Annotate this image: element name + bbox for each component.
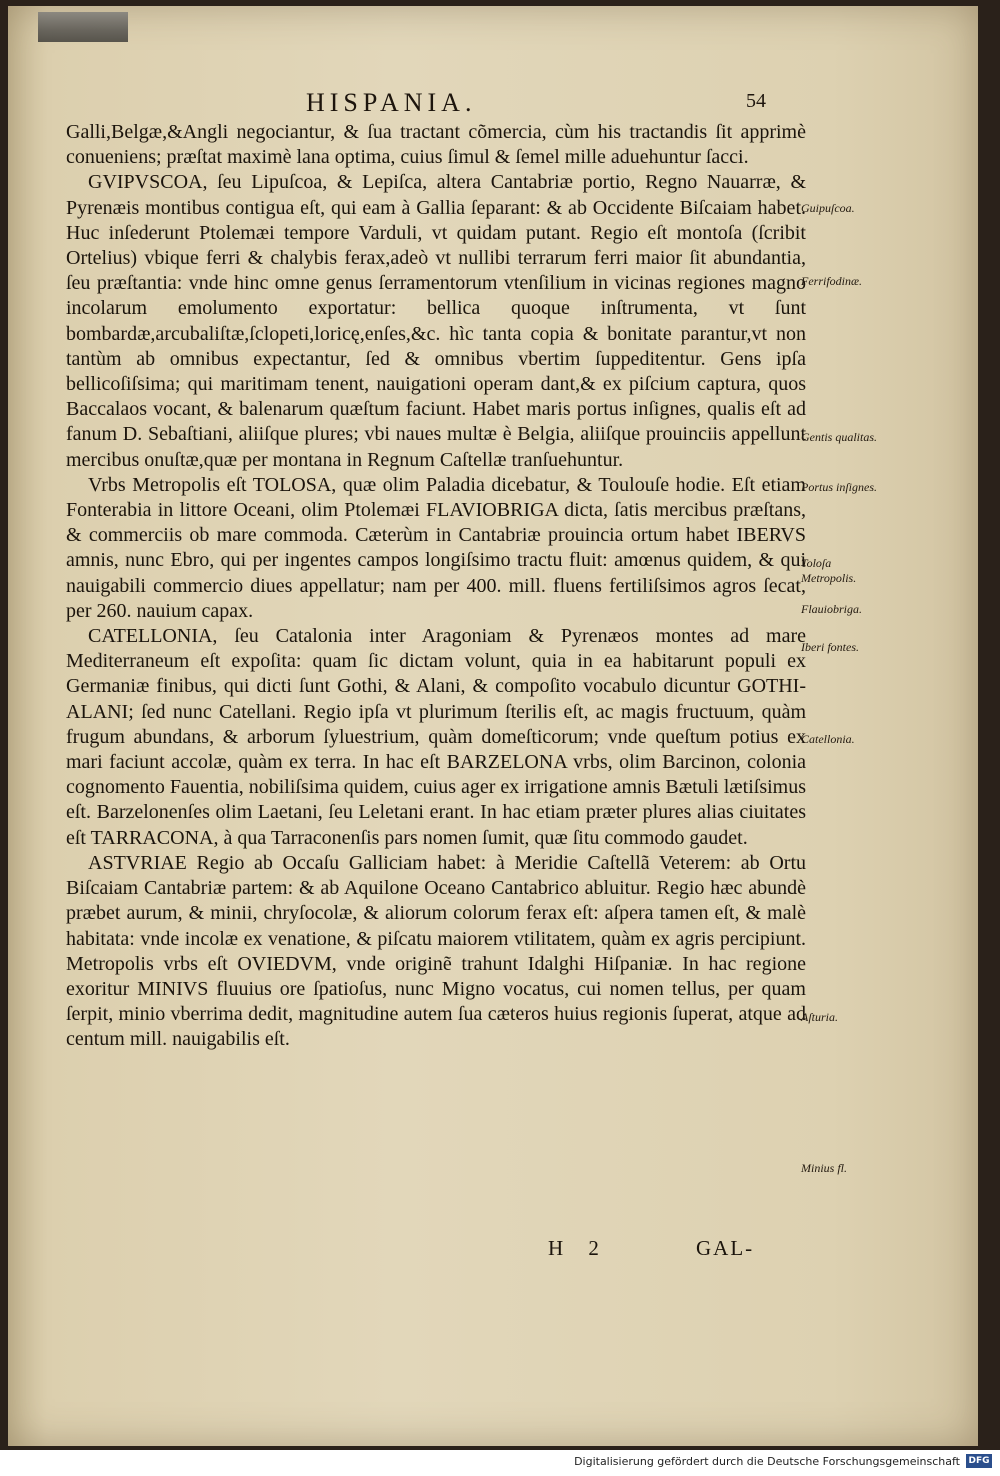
dfg-logo-icon: DFG xyxy=(966,1454,992,1468)
paragraph-tolosa: Vrbs Metropolis eſt TOLOSA, quæ olim Paladia dicebatur, & Toulouſe hodie. Eſt etiam Fonterabia in littore Oceani, olim Ptolemæi FLAVIOBRIGA dicta, ſatis mercibus præſtans, & commerciis ob mare commoda. Cæterùm in Cantabriæ prouincia ortum habet IBERVS amnis, nunc Ebro, qui per ingentes campos longiſsimo tractu fluit: amœnus quidem, & qui nauigabili commercio diues appellatur; nam per 400. mill. fluens fertiliſsimos agros ſecat, per 260. nauium capax. xyxy=(66,473,806,622)
paragraph-galli: Galli,Belgæ,&Angli negociantur, & ſua tractant cõmercia, cùm his tractandis ſit apprimè conueniens; præſtat maximè lana optima, cuius ſimul & ſemel mille aduehuntur ſacci. xyxy=(66,121,806,169)
marginal-note: Flauiobriga. xyxy=(801,602,863,616)
signature-mark: H 2 xyxy=(548,1236,609,1260)
marginal-note: Portus inſignes. xyxy=(801,480,878,494)
marginal-note: Catellonia. xyxy=(801,732,855,746)
catchline xyxy=(8,1236,978,1262)
body-text xyxy=(66,120,806,1053)
marginal-note: Toloſa Metropolis. xyxy=(801,556,857,585)
paragraph-asturiae: ASTVRIAE Regio ab Occaſu Galliciam habet: à Meridie Caſtellã Veterem: ab Ortu Biſcaiam Cantabriæ partem: & ab Aquilone Oceano Cantabrico abluitur. Regio hæc abundè præbet aurum, & minii, chryſocolæ, & aliorum colorum ferax eſt: aſpera tamen eſt, & malè habitata: vnde incolæ ex venatione, & piſcatu maiorem vtilitatem, quàm ex agris percipiunt. Metropolis vrbs eſt OVIEDVM, vnde originẽ trahunt Idalghi Hiſpaniæ. In hac regione exoritur MINIVS fluuius ore ſpatioſus, nunc Migno vocatus, cui nomen tellus, per quam ſerpit, minio vberrima dedit, magnitudine autem ſua cæteros huius regionis ſuperat, atque ad centum mill. nauigabilis eſt. xyxy=(66,851,806,1051)
running-title: HISPANIA. xyxy=(306,88,477,117)
page-header xyxy=(8,88,978,120)
page-number: 54 xyxy=(746,90,766,112)
marginal-note: Guipuſcoa. xyxy=(801,201,855,215)
catchword: GAL- xyxy=(696,1236,755,1260)
tape-mark xyxy=(38,12,128,42)
footer-credit: Digitalisierung gefördert durch die Deutsche Forschungsgemeinschaft xyxy=(574,1455,960,1468)
paragraph-catellonia: CATELLONIA, ſeu Catalonia inter Aragoniam & Pyrenæos montes ad mare Mediterraneum eſt expoſita: quam ſic dictam volunt, quia in ea habitarunt populi ex Germaniæ finibus, qui dicti ſunt Gothi, & Alani, & compoſito vocabulo dicuntur GOTHI-ALANI; ſed nunc Catellani. Regio ipſa vt plurimum ſterilis eſt, ac magis fructuum, quàm frugum abundans, & arborum ſyluestrium, quàm domeſticorum; vnde queſtum potius ex mari faciunt accolæ, quàm ex terra. In hac eſt BARZELONA vrbs, olim Barcinon, colonia cognomento Fauentia, nobiliſsima quidem, cuius ager ex irrigatione amnis Bætuli lætiſsimus eſt. Barzelonenſes olim Laetani, ſeu Leletani erant. In hac etiam præter plures alias ciuitates eſt TARRACONA, à qua Tarraconenſis pars nomen ſumit, quæ ſitu commodo gaudet. xyxy=(66,625,806,849)
marginal-note: Aſturia. xyxy=(801,1010,839,1024)
paragraph-guipuscoa: GVIPVSCOA, ſeu Lipuſcoa, & Lepiſca, altera Cantabriæ portio, Regno Nauarræ, & Pyrenæis montibus contigua eſt, qui eam à Gallia ſeparant: & ab Occidente Biſcaiam habet. Huc inſederunt Ptolemæi tempore Varduli, vt quidam putant. Regio eſt montoſa (ſcribit Ortelius) vbique ferri & chalybis ferax,adeò vt nullibi terrarum ferri maior ſit abundantia, ſeu præſtantia: vnde hinc omne genus ſerramentorum vtenſilium in vicinas regiones magno incolarum emolumento exportatur: bellica quoque inſtrumenta, vt ſunt bombardæ,arcubaliſtæ,ſclopeti,loricę,enſes,&c. hìc tanta copia & bonitate parantur,vt non tantùm ab omnibus expectantur, ſed & omnibus vbertim ſuppeditentur. Gens ipſa bellicoſiſsima; qui maritimam tenent, nauigationi operam dant,& ex piſcium captura, quos Baccalaos vocant, & balenarum quæſtum faciunt. Habet maris portus inſignes, qualis eſt ad fanum D. Sebaſtiani, aliiſque plures; vbi naues multæ è Belgia, aliiſque prouinciis appellunt mercibus onuſtæ,quæ per montana in Regnum Caſtellæ tranſuehuntur. xyxy=(66,171,806,471)
marginal-note: Gentis qualitas. xyxy=(801,430,878,444)
footer-bar xyxy=(0,1450,1000,1476)
marginal-note: Iberi fontes. xyxy=(801,640,859,654)
marginal-note: Ferrifodinæ. xyxy=(801,274,863,288)
marginal-note: Minius fl. xyxy=(801,1161,848,1175)
scanned-page xyxy=(8,6,978,1446)
